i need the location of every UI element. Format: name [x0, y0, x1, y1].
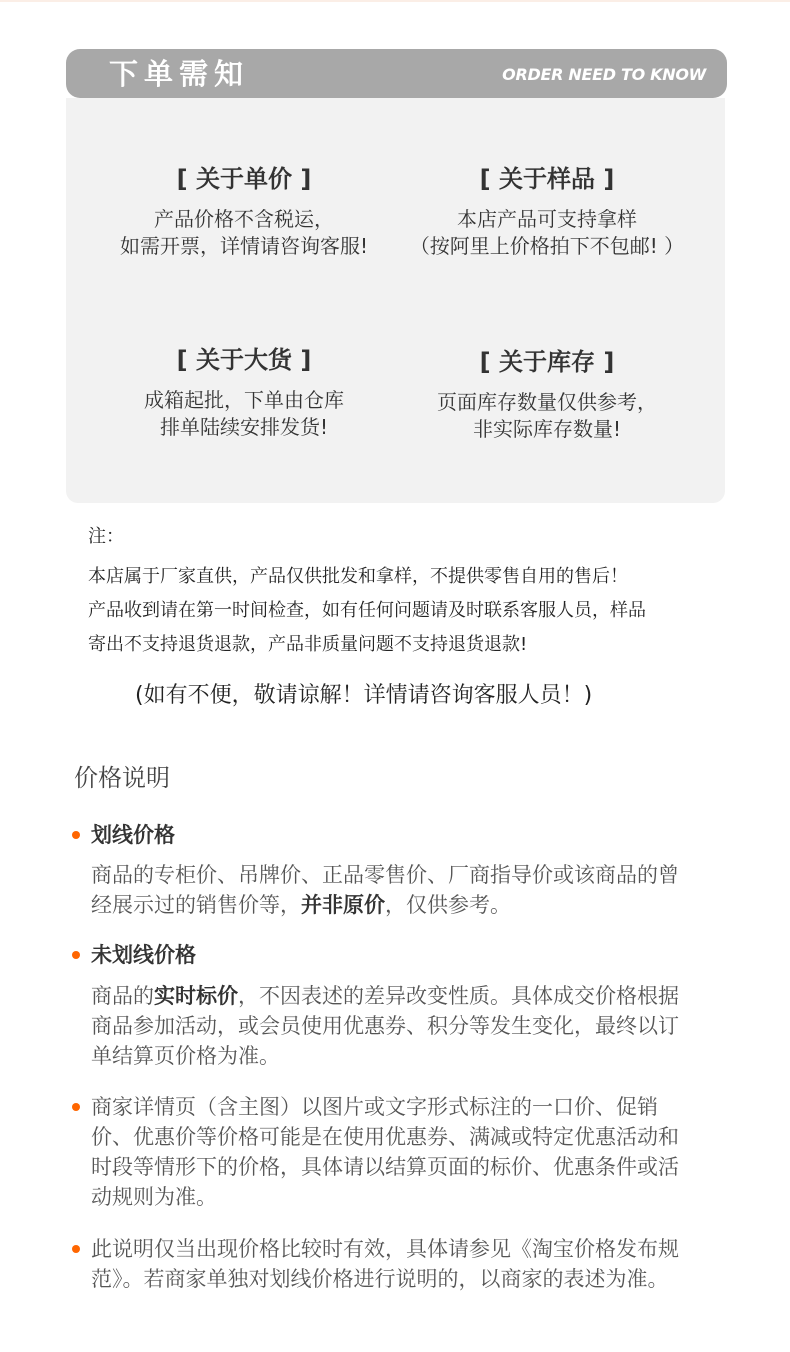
card-line: 非实际库存数量! [472, 417, 622, 441]
body-line: 价、优惠价等价格可能是在使用优惠券、满减或特定优惠活动和 [91, 1125, 679, 1149]
body-text: 经展示过的销售价等， [91, 893, 301, 917]
card-heading: [ 关于样品 ] [479, 165, 615, 193]
bullet-dot [72, 1245, 80, 1253]
card-bulk-goods [94, 345, 394, 441]
detail-page-note [91, 1092, 731, 1212]
card-inventory [397, 347, 697, 443]
body-line: 商家详情页（含主图）以图片或文字形式标注的一口价、促销 [91, 1095, 658, 1119]
card-line: 本店产品可支持拿样 [457, 207, 637, 231]
card-line: 页面库存数量仅供参考， [437, 390, 657, 414]
strikethrough-price-body [91, 860, 731, 920]
body-line: 范》。若商家单独对划线价格进行说明的，以商家的表述为准。 [91, 1267, 669, 1291]
body-line: 商品的专柜价、吊牌价、正品零售价、厂商指导价或该商品的曾 [91, 863, 679, 887]
card-line: （按阿里上价格拍下不包邮! ） [409, 234, 685, 258]
note-line: 产品收到请在第一时间检查，如有任何问题请及时联系客服人员，样品 [88, 600, 646, 621]
body-line [91, 981, 731, 1011]
card-line: 成箱起批，下单由仓库 [144, 388, 344, 412]
body-line [91, 890, 731, 920]
body-text: ，仅供参考。 [385, 893, 511, 917]
body-line: 动规则为准。 [91, 1185, 217, 1209]
bullet-dot [72, 1103, 80, 1111]
notice-panel [66, 98, 725, 503]
body-line: 单结算页价格为准。 [91, 1044, 280, 1068]
body-emphasis: 并非原价 [301, 893, 385, 917]
banner-subtitle: ORDER NEED TO KNOW [502, 65, 706, 84]
note-line: 寄出不支持退货退款，产品非质量问题不支持退货退款! [88, 634, 528, 655]
body-line: 此说明仅当出现价格比较时有效，具体请参见《淘宝价格发布规 [91, 1237, 679, 1261]
order-notice-banner [66, 49, 727, 98]
body-emphasis: 实时标价 [154, 984, 238, 1008]
note-line: 本店属于厂家直供，产品仅供批发和拿样，不提供零售自用的售后！ [88, 566, 628, 587]
bullet-dot [72, 831, 80, 839]
card-line: 如需开票，详情请咨询客服! [119, 234, 369, 258]
body-line: 时段等情形下的价格，具体请以结算页面的标价、优惠条件或活 [91, 1155, 679, 1179]
card-unit-price [94, 164, 394, 260]
body-line: 商品参加活动，或会员使用优惠券、积分等发生变化，最终以订 [91, 1014, 679, 1038]
validity-note [91, 1234, 731, 1294]
body-text: ，不因表述的差异改变性质。具体成交价格根据 [238, 984, 679, 1008]
card-heading: [ 关于单价 ] [176, 165, 312, 193]
top-divider [0, 0, 790, 2]
banner-title: 下单需知 [109, 57, 250, 91]
notes-block [88, 524, 646, 662]
card-heading: [ 关于库存 ] [479, 348, 615, 376]
apology-text: (如有不便，敬请谅解！详情请咨询客服人员！) [135, 683, 593, 708]
notes-label: 注： [88, 526, 124, 547]
card-samples [397, 164, 697, 260]
strikethrough-price-title: 划线价格 [91, 823, 175, 847]
price-section-title: 价格说明 [74, 764, 170, 792]
bullet-dot [72, 951, 80, 959]
body-text: 商品的 [91, 984, 154, 1008]
non-strikethrough-price-title: 未划线价格 [91, 943, 196, 967]
non-strikethrough-price-body [91, 981, 731, 1071]
card-heading: [ 关于大货 ] [176, 346, 312, 374]
card-line: 排单陆续安排发货! [159, 415, 329, 439]
card-line: 产品价格不含税运， [154, 207, 334, 231]
